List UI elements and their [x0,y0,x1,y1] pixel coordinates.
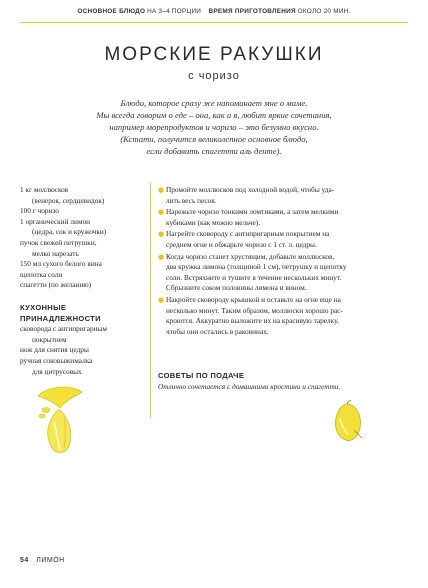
header-divider [20,22,408,23]
section-name: ЛИМОН [36,557,65,564]
step-line: чтобы они остались в раковинах. [166,326,269,336]
intro-line: Мы всегда говорим о еде – она, как и я, любит яркие сочетания, [96,110,332,120]
bullet-icon: ● [158,208,165,217]
method-step [158,207,408,228]
step-line: два кружка лимона (толщиной 1 см), петрушку и щепотку [166,262,347,272]
intro-line: Блюдо, которое сразу же напоминает мне о маме. [120,98,308,108]
ingredient-item: мелко нарезать [32,248,79,258]
intro-line: если добавить спагетти аль денте). [146,146,282,156]
recipe-meta-bar [0,8,428,15]
servings-label: НА 3–4 ПОРЦИИ [147,8,202,15]
equipment-heading: ПРИНАДЛЕЖНОСТИ [20,313,101,323]
bullet-icon: ● [158,186,165,194]
step-line: среднем огне и обжарьте чоризо с 1 ст. л. цедры. [166,239,317,249]
equipment-item: для цитрусовых [32,366,82,376]
bullet-icon: ● [158,295,165,304]
ingredient-item: щепотка соли [20,269,63,279]
equipment-heading: КУХОННЫЕ [20,302,67,312]
step-line: лить весь песок. [166,195,217,205]
step-line: несколько минут. Таким образом, моллюски хорошо рас- [166,305,343,315]
ingredient-item: 1 кг моллюсков [20,185,69,194]
method-step [158,295,408,337]
intro-line: например морепродуктов и чоризо – это безумно вкусно. [109,122,319,132]
step-line: кроются. Аккуратно выложите их на красивую тарелку, [166,316,339,326]
ingredient-item: (венерок, сердцевидок) [32,195,105,205]
serving-tips [158,371,408,392]
method-steps [158,185,408,338]
step-line: Промойте моллюсков под холодной водой, чтобы уда- [166,185,335,194]
step-line: кубиками (как можно мельче). [166,217,261,227]
ingredient-item: спагетти (по желанию) [20,280,92,290]
time-label: ВРЕМЯ ПРИГОТОВЛЕНИЯ [208,8,296,15]
ingredient-item: (цедра, сок и кружочки) [32,227,107,237]
bullet-icon: ● [158,230,165,239]
intro-text [70,97,358,157]
course-label: ОСНОВНОЕ БЛЮДО [77,8,146,15]
method-step [158,229,408,250]
equipment-item: ручная соковыжималка [20,355,93,365]
method-step [158,185,408,206]
step-line: соли. Встряхните и тушите в течение нескольких минут. [166,272,342,282]
step-line: Когда чоризо станет хрустящим, добавьте моллюсков, [166,251,335,261]
step-line: Нарежьте чоризо тонкими ломтиками, а затем мелкими [166,207,339,217]
time-value: ОКОЛО 20 МИН. [297,8,351,15]
step-line: Нагрейте сковороду с антипригарным покрытием на [166,229,330,239]
equipment-item: сковорода с антипригарным [20,324,108,334]
bullet-icon: ● [158,252,165,261]
step-line: Сбрызните соком половины лимона и вином. [166,283,307,293]
equipment-section [20,303,150,377]
intro-line: (Кстати, получится великолепное основное блюдо, [120,134,308,144]
ingredients-list [20,185,150,377]
step-line: Накройте сковороду крышкой и оставьте на огне еще на [166,294,341,304]
page-number: 54 [20,557,29,564]
lemon-illustration [328,398,368,446]
lemon-squeezer-illustration [30,382,90,462]
page-footer [20,557,65,564]
ingredient-item: пучок свежей петрушки, [20,237,97,247]
equipment-item: нож для снятия цедры [20,345,89,355]
serving-text: Отлично сочетается с домашними кростини и спагетти. [158,381,341,391]
ingredient-item: 100 г чоризо [20,206,59,216]
serving-heading: СОВЕТЫ ПО ПОДАЧЕ [158,371,245,380]
method-step [158,252,408,294]
column-divider [150,183,151,418]
ingredient-item: 150 мл сухого белого вина [20,259,102,269]
ingredient-item: 1 органический лимон [20,216,91,226]
recipe-title: МОРСКИЕ РАКУШКИ [104,44,324,65]
equipment-item: покрытием [32,334,67,344]
recipe-subtitle: с чоризо [188,70,240,82]
